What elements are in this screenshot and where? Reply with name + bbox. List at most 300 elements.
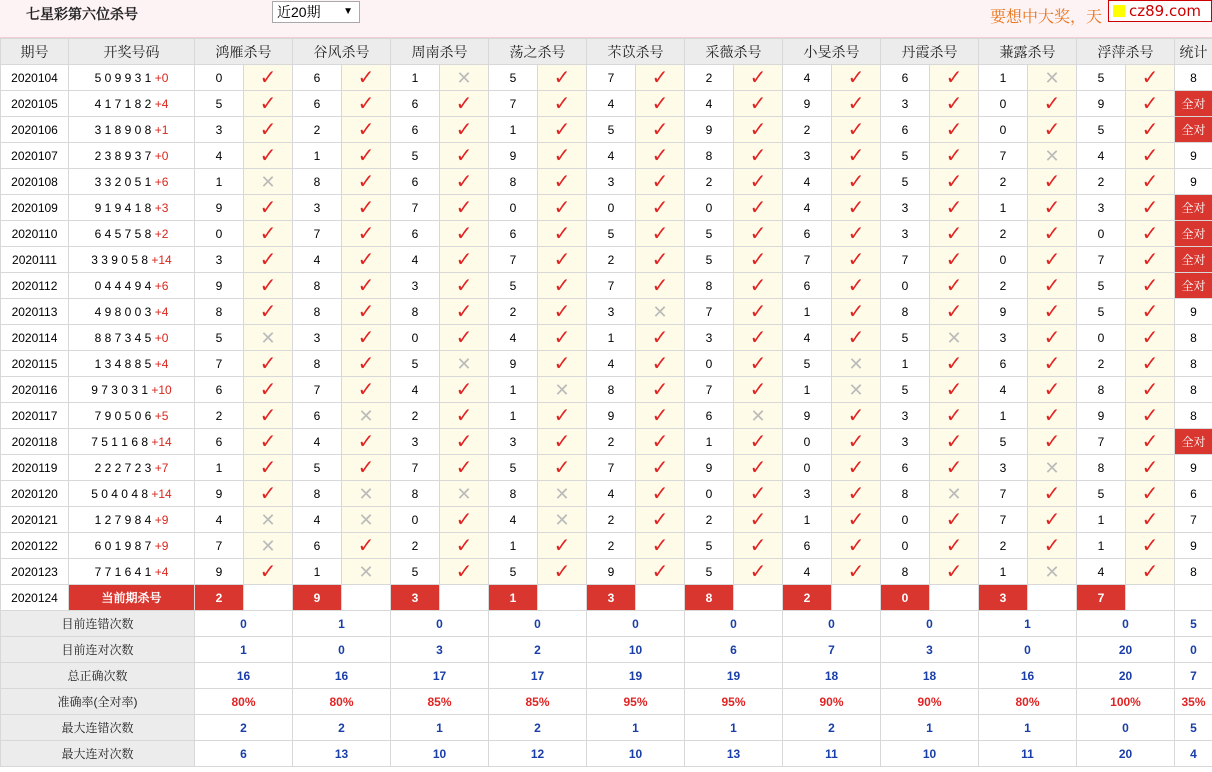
result-mark — [832, 455, 881, 481]
result-mark — [440, 325, 489, 351]
check-icon: ✓ — [1043, 430, 1061, 453]
kill-number: 3 — [293, 325, 342, 351]
draw-cell — [69, 403, 195, 429]
issue-cell: 2020119 — [1, 455, 69, 481]
check-icon: ✓ — [357, 534, 375, 557]
result-mark — [1028, 559, 1077, 585]
check-icon: ✓ — [847, 274, 865, 297]
result-mark — [342, 299, 391, 325]
result-mark — [538, 91, 587, 117]
current-kill-number: 3 — [391, 585, 440, 611]
current-empty-cell — [832, 585, 881, 611]
draw-cell — [69, 429, 195, 455]
check-icon: ✓ — [749, 378, 767, 401]
kill-number: 9 — [489, 143, 538, 169]
check-icon: ✓ — [749, 118, 767, 141]
summary-value: 85% — [489, 689, 587, 715]
check-icon: ✓ — [357, 274, 375, 297]
result-mark — [734, 429, 783, 455]
issue-cell: 2020113 — [1, 299, 69, 325]
check-icon: ✓ — [1043, 352, 1061, 375]
kill-number: 1 — [293, 143, 342, 169]
check-icon: ✓ — [1141, 508, 1159, 531]
kill-number: 4 — [783, 559, 832, 585]
check-icon: ✓ — [259, 352, 277, 375]
all-correct-badge: 全对 — [1175, 195, 1212, 221]
kill-number: 1 — [489, 403, 538, 429]
result-mark — [1126, 351, 1175, 377]
result-mark — [1028, 169, 1077, 195]
summary-row — [1, 611, 1212, 637]
result-mark — [930, 351, 979, 377]
col-draw: 开奖号码 — [69, 39, 195, 65]
result-mark — [832, 559, 881, 585]
kill-number: 1 — [1077, 507, 1126, 533]
check-icon: ✓ — [651, 274, 669, 297]
check-icon: ✓ — [847, 508, 865, 531]
kill-number: 3 — [881, 221, 930, 247]
issue-cell: 2020116 — [1, 377, 69, 403]
draw-numbers: 0 4 4 4 9 4 — [94, 278, 152, 293]
result-mark — [636, 377, 685, 403]
check-icon: ✓ — [1043, 248, 1061, 271]
result-mark — [244, 221, 293, 247]
current-empty-cell — [538, 585, 587, 611]
cross-icon: ✕ — [652, 301, 668, 322]
kill-number: 2 — [1077, 169, 1126, 195]
result-mark — [342, 533, 391, 559]
check-icon: ✓ — [553, 92, 571, 115]
kill-number: 2 — [979, 533, 1028, 559]
kill-number: 4 — [1077, 559, 1126, 585]
draw-plus: +14 — [151, 252, 172, 267]
current-kill-number: 1 — [489, 585, 538, 611]
draw-cell — [69, 247, 195, 273]
kill-number: 4 — [391, 247, 440, 273]
period-select[interactable] — [272, 1, 360, 23]
result-mark — [342, 65, 391, 91]
summary-value: 85% — [391, 689, 489, 715]
stat-cell: 9 — [1175, 169, 1212, 195]
summary-value: 13 — [293, 741, 391, 767]
check-icon: ✓ — [945, 352, 963, 375]
result-mark — [636, 273, 685, 299]
cross-icon: ✕ — [358, 561, 374, 582]
summary-value: 2 — [489, 637, 587, 663]
check-icon: ✓ — [1043, 378, 1061, 401]
col-expert: 周南杀号 — [391, 39, 489, 65]
result-mark — [1126, 195, 1175, 221]
check-icon: ✓ — [357, 196, 375, 219]
check-icon: ✓ — [945, 456, 963, 479]
current-row — [1, 585, 1212, 611]
kill-number: 5 — [685, 247, 734, 273]
draw-numbers: 2 3 8 9 3 7 — [94, 148, 152, 163]
period-select-value: 近20期 — [277, 4, 321, 20]
result-mark — [734, 507, 783, 533]
result-mark — [342, 195, 391, 221]
check-icon: ✓ — [455, 378, 473, 401]
result-mark — [440, 351, 489, 377]
summary-value: 16 — [979, 663, 1077, 689]
check-icon: ✓ — [945, 404, 963, 427]
cross-icon: ✕ — [946, 483, 962, 504]
check-icon: ✓ — [553, 118, 571, 141]
table-row — [1, 247, 1212, 273]
kill-number: 6 — [293, 91, 342, 117]
result-mark — [1126, 143, 1175, 169]
check-icon: ✓ — [259, 144, 277, 167]
current-kill-number: 3 — [587, 585, 636, 611]
kill-number: 6 — [979, 351, 1028, 377]
summary-value: 18 — [783, 663, 881, 689]
summary-value: 20 — [1077, 663, 1175, 689]
kill-number: 8 — [881, 481, 930, 507]
result-mark — [538, 559, 587, 585]
result-mark — [930, 273, 979, 299]
check-icon: ✓ — [847, 534, 865, 557]
check-icon: ✓ — [945, 196, 963, 219]
check-icon: ✓ — [455, 300, 473, 323]
check-icon: ✓ — [651, 248, 669, 271]
kill-number: 9 — [685, 117, 734, 143]
table-row — [1, 481, 1212, 507]
result-mark — [244, 143, 293, 169]
check-icon: ✓ — [847, 170, 865, 193]
cross-icon: ✕ — [260, 327, 276, 348]
kill-number: 2 — [685, 507, 734, 533]
result-mark — [538, 221, 587, 247]
draw-cell — [69, 325, 195, 351]
stat-cell: 8 — [1175, 377, 1212, 403]
issue-cell: 2020118 — [1, 429, 69, 455]
check-icon: ✓ — [945, 560, 963, 583]
draw-plus: +0 — [154, 330, 169, 345]
kill-number: 9 — [587, 559, 636, 585]
issue-cell: 2020121 — [1, 507, 69, 533]
current-kill-number: 0 — [881, 585, 930, 611]
result-mark — [1028, 403, 1077, 429]
summary-value: 90% — [881, 689, 979, 715]
kill-number: 1 — [783, 299, 832, 325]
kill-number: 1 — [489, 117, 538, 143]
result-mark — [734, 455, 783, 481]
kill-number: 3 — [587, 299, 636, 325]
kill-number: 9 — [489, 351, 538, 377]
all-correct-badge: 全对 — [1175, 429, 1212, 455]
check-icon: ✓ — [651, 404, 669, 427]
check-icon: ✓ — [553, 352, 571, 375]
result-mark — [734, 117, 783, 143]
summary-value: 0 — [391, 611, 489, 637]
result-mark — [538, 455, 587, 481]
kill-number: 9 — [783, 403, 832, 429]
current-kill-number: 9 — [293, 585, 342, 611]
result-mark — [1126, 299, 1175, 325]
summary-label: 最大连错次数 — [1, 715, 195, 741]
result-mark — [244, 247, 293, 273]
draw-cell — [69, 455, 195, 481]
kill-number: 0 — [881, 273, 930, 299]
current-empty-cell — [734, 585, 783, 611]
kill-number: 7 — [587, 65, 636, 91]
result-mark — [930, 247, 979, 273]
check-icon: ✓ — [1141, 144, 1159, 167]
result-mark — [832, 91, 881, 117]
kill-number: 6 — [293, 533, 342, 559]
kill-number: 2 — [685, 65, 734, 91]
kill-number: 4 — [783, 65, 832, 91]
kill-number: 5 — [1077, 117, 1126, 143]
result-mark — [440, 65, 489, 91]
summary-value: 10 — [881, 741, 979, 767]
result-mark — [440, 455, 489, 481]
summary-value: 12 — [489, 741, 587, 767]
result-mark — [1028, 533, 1077, 559]
cross-icon: ✕ — [456, 483, 472, 504]
kill-number: 8 — [1077, 377, 1126, 403]
check-icon: ✓ — [749, 508, 767, 531]
result-mark — [244, 195, 293, 221]
result-mark — [342, 325, 391, 351]
kill-number: 4 — [293, 247, 342, 273]
summary-stat: 7 — [1175, 663, 1212, 689]
kill-number: 8 — [685, 273, 734, 299]
summary-value: 3 — [881, 637, 979, 663]
check-icon: ✓ — [749, 352, 767, 375]
check-icon: ✓ — [651, 66, 669, 89]
result-mark — [538, 117, 587, 143]
kill-number: 5 — [685, 221, 734, 247]
check-icon: ✓ — [847, 482, 865, 505]
check-icon: ✓ — [259, 456, 277, 479]
check-icon: ✓ — [455, 92, 473, 115]
result-mark — [244, 481, 293, 507]
result-mark — [930, 455, 979, 481]
result-mark — [832, 221, 881, 247]
kill-number: 6 — [293, 65, 342, 91]
result-mark — [342, 429, 391, 455]
check-icon: ✓ — [651, 326, 669, 349]
summary-value: 10 — [587, 741, 685, 767]
result-mark — [734, 247, 783, 273]
result-mark — [538, 325, 587, 351]
kill-number: 2 — [587, 507, 636, 533]
check-icon: ✓ — [1141, 92, 1159, 115]
result-mark — [342, 403, 391, 429]
kill-number: 9 — [195, 481, 244, 507]
kill-number: 5 — [489, 455, 538, 481]
table-row — [1, 299, 1212, 325]
cross-icon: ✕ — [1044, 561, 1060, 582]
result-mark — [636, 429, 685, 455]
summary-value: 16 — [293, 663, 391, 689]
table-row — [1, 273, 1212, 299]
result-mark — [538, 143, 587, 169]
result-mark — [244, 377, 293, 403]
result-mark — [930, 559, 979, 585]
table-row — [1, 351, 1212, 377]
table-row — [1, 507, 1212, 533]
kill-number: 4 — [195, 143, 244, 169]
draw-numbers: 5 0 4 0 4 8 — [91, 486, 148, 501]
table-row — [1, 429, 1212, 455]
cross-icon: ✕ — [750, 405, 766, 426]
result-mark — [930, 429, 979, 455]
all-correct-badge: 全对 — [1175, 117, 1212, 143]
stat-cell: 9 — [1175, 455, 1212, 481]
check-icon: ✓ — [259, 300, 277, 323]
check-icon: ✓ — [259, 118, 277, 141]
kill-number: 7 — [1077, 429, 1126, 455]
kill-number: 5 — [1077, 481, 1126, 507]
kill-number: 0 — [881, 533, 930, 559]
result-mark — [440, 91, 489, 117]
kill-number: 0 — [979, 117, 1028, 143]
draw-cell — [69, 507, 195, 533]
cross-icon: ✕ — [848, 379, 864, 400]
result-mark — [538, 403, 587, 429]
summary-value: 2 — [489, 715, 587, 741]
draw-plus: +6 — [154, 174, 169, 189]
cross-icon: ✕ — [260, 509, 276, 530]
all-correct-badge: 全对 — [1175, 247, 1212, 273]
kill-number: 5 — [489, 65, 538, 91]
result-mark — [538, 429, 587, 455]
result-mark — [832, 403, 881, 429]
draw-plus: +2 — [154, 226, 169, 241]
kill-number: 5 — [391, 351, 440, 377]
check-icon: ✓ — [455, 118, 473, 141]
kill-number: 4 — [587, 91, 636, 117]
result-mark — [832, 351, 881, 377]
draw-numbers: 4 9 8 0 0 3 — [94, 304, 152, 319]
summary-value: 20 — [1077, 637, 1175, 663]
result-mark — [538, 195, 587, 221]
summary-stat: 35% — [1175, 689, 1212, 715]
kill-number: 2 — [587, 429, 636, 455]
draw-plus: +9 — [154, 538, 169, 553]
result-mark — [636, 559, 685, 585]
draw-cell — [69, 299, 195, 325]
result-mark — [244, 299, 293, 325]
result-mark — [930, 195, 979, 221]
draw-numbers: 9 1 9 4 1 8 — [94, 200, 152, 215]
issue-cell: 2020117 — [1, 403, 69, 429]
draw-plus: +5 — [154, 408, 169, 423]
all-correct-badge: 全对 — [1175, 273, 1212, 299]
check-icon: ✓ — [945, 378, 963, 401]
check-icon: ✓ — [357, 92, 375, 115]
check-icon: ✓ — [651, 378, 669, 401]
kill-number: 7 — [979, 507, 1028, 533]
kill-number: 3 — [391, 273, 440, 299]
logo-text: cz89.com — [1129, 2, 1202, 20]
kill-number: 1 — [979, 559, 1028, 585]
result-mark — [1028, 143, 1077, 169]
col-issue: 期号 — [1, 39, 69, 65]
kill-number: 8 — [881, 559, 930, 585]
result-mark — [342, 559, 391, 585]
kill-number: 6 — [391, 117, 440, 143]
summary-row — [1, 689, 1212, 715]
summary-value: 0 — [685, 611, 783, 637]
summary-value: 1 — [979, 715, 1077, 741]
kill-number: 4 — [979, 377, 1028, 403]
kill-number: 1 — [979, 403, 1028, 429]
summary-value: 16 — [195, 663, 293, 689]
check-icon: ✓ — [847, 404, 865, 427]
check-icon: ✓ — [1043, 508, 1061, 531]
check-icon: ✓ — [651, 560, 669, 583]
summary-value: 19 — [587, 663, 685, 689]
result-mark — [538, 481, 587, 507]
kill-number: 5 — [685, 559, 734, 585]
kill-number: 7 — [587, 455, 636, 481]
kill-number: 2 — [979, 273, 1028, 299]
check-icon: ✓ — [651, 534, 669, 557]
draw-numbers: 7 5 1 1 6 8 — [91, 434, 148, 449]
result-mark — [1126, 533, 1175, 559]
cross-icon: ✕ — [554, 483, 570, 504]
check-icon: ✓ — [357, 118, 375, 141]
check-icon: ✓ — [847, 144, 865, 167]
kill-number: 5 — [587, 221, 636, 247]
result-mark — [832, 117, 881, 143]
kill-number: 9 — [587, 403, 636, 429]
kill-number: 1 — [195, 169, 244, 195]
kill-number: 3 — [881, 429, 930, 455]
check-icon: ✓ — [1141, 404, 1159, 427]
check-icon: ✓ — [455, 248, 473, 271]
result-mark — [440, 377, 489, 403]
kill-number: 5 — [783, 351, 832, 377]
summary-value: 1 — [881, 715, 979, 741]
result-mark — [930, 325, 979, 351]
kill-number: 6 — [489, 221, 538, 247]
kill-number: 9 — [195, 559, 244, 585]
check-icon: ✓ — [455, 274, 473, 297]
result-mark — [734, 65, 783, 91]
kill-number: 9 — [195, 273, 244, 299]
draw-cell — [69, 169, 195, 195]
result-mark — [244, 429, 293, 455]
current-empty-cell — [1126, 585, 1175, 611]
result-mark — [1028, 91, 1077, 117]
kill-number: 1 — [979, 195, 1028, 221]
header-row — [1, 39, 1212, 65]
check-icon: ✓ — [357, 144, 375, 167]
kill-number: 7 — [685, 377, 734, 403]
draw-cell — [69, 559, 195, 585]
current-kill-number: 2 — [783, 585, 832, 611]
check-icon: ✓ — [1141, 170, 1159, 193]
result-mark — [734, 403, 783, 429]
summary-label: 目前连错次数 — [1, 611, 195, 637]
draw-numbers: 6 0 1 9 8 7 — [94, 538, 152, 553]
kill-number: 5 — [1077, 299, 1126, 325]
site-logo[interactable] — [1108, 0, 1212, 22]
result-mark — [1028, 65, 1077, 91]
check-icon: ✓ — [553, 144, 571, 167]
kill-number: 5 — [881, 325, 930, 351]
summary-value: 11 — [783, 741, 881, 767]
kill-number: 7 — [489, 91, 538, 117]
check-icon: ✓ — [1043, 170, 1061, 193]
check-icon: ✓ — [945, 300, 963, 323]
result-mark — [440, 273, 489, 299]
check-icon: ✓ — [455, 508, 473, 531]
